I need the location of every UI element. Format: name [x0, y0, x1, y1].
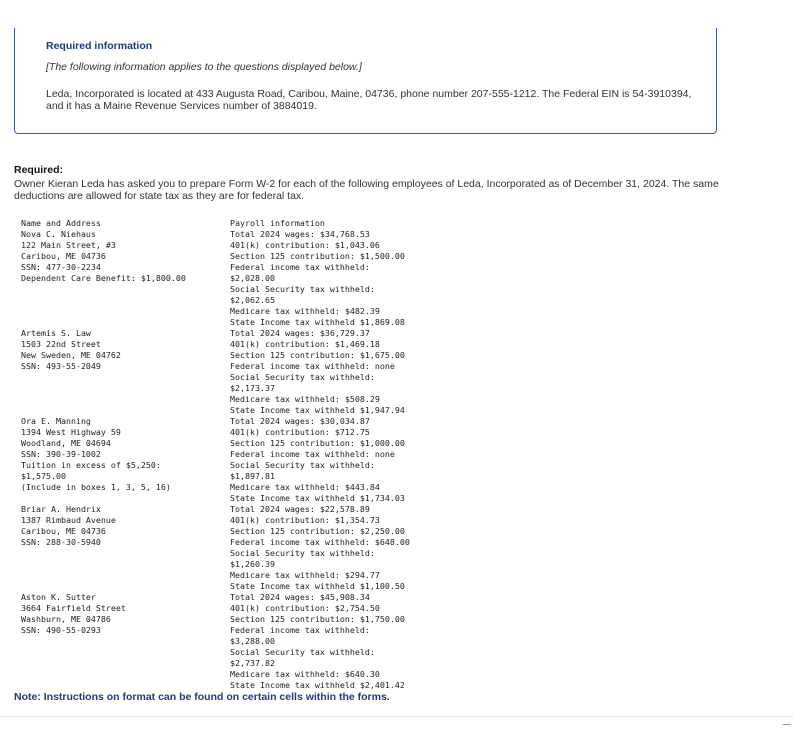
employee-1-payroll-line: 401(k) contribution: $1,043.06: [230, 240, 380, 250]
employee-2-payroll-line: Social Security tax withheld:: [230, 372, 375, 382]
employee-5-payroll-line: State Income tax withheld $2,401.42: [230, 680, 405, 690]
employee-5-payroll-line: $2,737.82: [230, 658, 275, 668]
employee-5-payroll-line: Section 125 contribution: $1,750.00: [230, 614, 405, 624]
employee-4-payroll-line: Federal income tax withheld: $648.00: [230, 537, 410, 547]
employee-5-address-line: 3664 Fairfield Street: [21, 603, 126, 613]
employee-2-payroll-line: Federal income tax withheld: none: [230, 361, 395, 371]
employee-3-payroll-line: Federal income tax withheld: none: [230, 449, 395, 459]
employee-2-address-line: 1503 22nd Street: [21, 339, 101, 349]
required-information-title: Required information: [46, 40, 153, 52]
employee-4-address-line: SSN: 288-30-5940: [21, 537, 101, 547]
employee-3-payroll-line: $1,897.81: [230, 471, 275, 481]
employee-2-payroll-line: Medicare tax withheld: $508.29: [230, 394, 380, 404]
employee-3-payroll-line: State Income tax withheld $1,734.03: [230, 493, 405, 503]
employee-3-address-line: SSN: 390-39-1002: [21, 449, 101, 459]
employee-3-payroll-line: Section 125 contribution: $1,000.00: [230, 438, 405, 448]
employee-5-payroll-line: 401(k) contribution: $2,754.50: [230, 603, 380, 613]
employee-4-payroll-line: Medicare tax withheld: $294.77: [230, 570, 380, 580]
employee-5-payroll-line: Medicare tax withheld: $640.30: [230, 669, 380, 679]
employee-4-address-line: Briar A. Hendrix: [21, 504, 101, 514]
employee-5-payroll-line: Social Security tax withheld:: [230, 647, 375, 657]
employee-1-payroll-line: Section 125 contribution: $1,500.00: [230, 251, 405, 261]
employee-1-address-line: SSN: 477-30-2234: [21, 262, 101, 272]
employee-2-payroll-line: $2,173.37: [230, 383, 275, 393]
employee-2-address-line: Artemis S. Law: [21, 328, 91, 338]
employee-2-address-line: New Sweden, ME 04762: [21, 350, 121, 360]
employee-3-address-line: Ora E. Manning: [21, 416, 91, 426]
employee-4-payroll-line: 401(k) contribution: $1,354.73: [230, 515, 380, 525]
applies-note: [The following information applies to the questions displayed below.]: [46, 61, 362, 73]
employee-2-address-line: SSN: 493-55-2049: [21, 361, 101, 371]
employee-2-payroll-line: Total 2024 wages: $36,729.37: [230, 328, 370, 338]
employee-4-payroll-line: Section 125 contribution: $2,250.00: [230, 526, 405, 536]
employee-2-payroll-line: State Income tax withheld $1,947.94: [230, 405, 405, 415]
required-label: Required:: [14, 164, 64, 176]
employee-5-address-line: Washburn, ME 04786: [21, 614, 111, 624]
employee-4-payroll-line: $1,260.39: [230, 559, 275, 569]
employee-1-payroll-line: Total 2024 wages: $34,768.53: [230, 229, 370, 239]
employee-1-payroll-line: $2,028.00: [230, 273, 275, 283]
required-instructions: Owner Kieran Leda has asked you to prepare Form W-2 for each of the following employees of Leda, Incorporated as of December 31, 2024. The same deductions are allowed for state tax as they are for federal tax.: [14, 178, 719, 202]
employee-4-payroll-line: Social Security tax withheld:: [230, 548, 375, 558]
corner-mark: [783, 724, 791, 725]
employee-1-payroll-line: State Income tax withheld $1,869.08: [230, 317, 405, 327]
employee-3-address-line: Tuition in excess of $5,250:: [21, 460, 161, 470]
employee-3-payroll-line: 401(k) contribution: $712.75: [230, 427, 370, 437]
employee-5-address-line: SSN: 490-55-0293: [21, 625, 101, 635]
format-note: Note: Instructions on format can be found on certain cells within the forms.: [14, 691, 390, 703]
employee-5-payroll-line: $3,288.00: [230, 636, 275, 646]
employee-1-payroll-line: Medicare tax withheld: $482.39: [230, 306, 380, 316]
header-name-and-address: Name and Address: [21, 218, 101, 228]
divider: [0, 716, 793, 717]
employee-4-payroll-line: Total 2024 wages: $22,578.89: [230, 504, 370, 514]
employee-5-payroll-line: Total 2024 wages: $45,908.34: [230, 592, 370, 602]
employee-1-address-line: Nova C. Niehaus: [21, 229, 96, 239]
employee-5-payroll-line: Federal income tax withheld:: [230, 625, 370, 635]
employee-3-address-line: (Include in boxes 1, 3, 5, 16): [21, 482, 171, 492]
employee-1-address-line: Caribou, ME 04736: [21, 251, 106, 261]
employee-3-address-line: 1394 West Highway 59: [21, 427, 121, 437]
employee-5-address-line: Aston K. Sutter: [21, 592, 96, 602]
employee-4-address-line: 1387 Rimbaud Avenue: [21, 515, 116, 525]
employee-1-address-line: 122 Main Street, #3: [21, 240, 116, 250]
employee-4-address-line: Caribou, ME 04736: [21, 526, 106, 536]
employee-1-payroll-line: Federal income tax withheld:: [230, 262, 370, 272]
employee-2-payroll-line: 401(k) contribution: $1,469.18: [230, 339, 380, 349]
employee-1-payroll-line: Social Security tax withheld:: [230, 284, 375, 294]
employee-3-address-line: Woodland, ME 04694: [21, 438, 111, 448]
employee-3-address-line: $1,575.00: [21, 471, 66, 481]
employee-1-address-line: Dependent Care Benefit: $1,800.00: [21, 273, 186, 283]
employee-3-payroll-line: Total 2024 wages: $30,034.87: [230, 416, 370, 426]
employee-1-payroll-line: $2,062.65: [230, 295, 275, 305]
company-information: Leda, Incorporated is located at 433 Augusta Road, Caribou, Maine, 04736, phone number 207-555-1212. The Federal EIN is 54-3910394, and it has a Maine Revenue Services number of 3884019.: [46, 88, 692, 112]
employee-4-payroll-line: State Income tax withheld $1,100.50: [230, 581, 405, 591]
employee-2-payroll-line: Section 125 contribution: $1,675.00: [230, 350, 405, 360]
employee-3-payroll-line: Medicare tax withheld: $443.84: [230, 482, 380, 492]
header-payroll-information: Payroll information: [230, 218, 325, 228]
employee-3-payroll-line: Social Security tax withheld:: [230, 460, 375, 470]
